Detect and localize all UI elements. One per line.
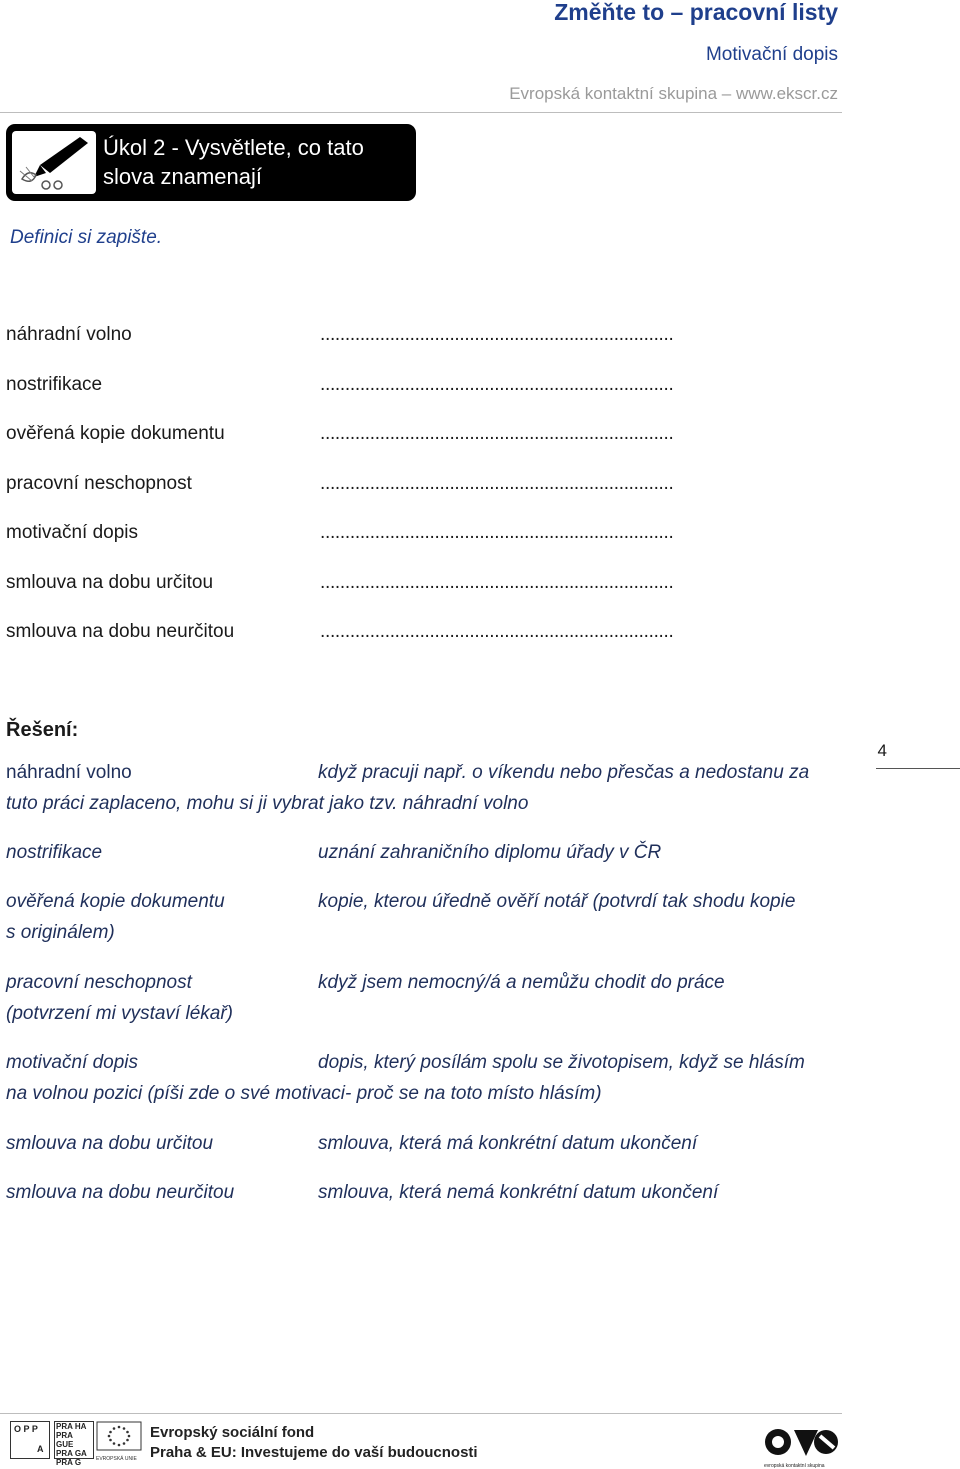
solution-term: náhradní volno [6,762,132,783]
solution-term: nostrifikace [6,842,103,863]
term-label: ověřená kopie dokumentu [6,423,225,444]
footer-slogan: Praha & EU: Investujeme do vaší budoucnosti [150,1444,478,1461]
footer-divider [0,1413,842,1414]
oppa-logo [10,1421,50,1459]
term-label: smlouva na dobu neurčitou [6,621,235,642]
solution-definition: když pracuji např. o víkendu nebo přesčas a nedostanu za [318,762,810,783]
solution-definition-cont: s originálem) [6,922,115,943]
organization-line: Evropská kontaktní skupina – www.ekscr.cz [509,84,838,103]
answer-blank: ....................................................................... [320,473,674,494]
solution-term: ověřená kopie dokumentu [6,891,225,912]
praha-logo-line: PRA G [56,1458,82,1467]
footer-fund-name: Evropský sociální fond [150,1424,315,1441]
pen-icon [12,131,96,194]
solution-definition: když jsem nemocný/á a nemůžu chodit do práce [318,972,725,993]
term-label: motivační dopis [6,522,139,543]
solution-term: motivační dopis [6,1052,139,1073]
term-label: nostrifikace [6,374,103,395]
praha-logo [54,1421,94,1467]
oppa-logo-line: O P P [14,1424,38,1434]
eks-logo-label: evropská kontaktní skupina [764,1463,825,1469]
eu-flag-logo [96,1421,142,1461]
page-number: 4 [877,741,887,760]
oppa-logo-line: A [37,1444,44,1454]
page-title: Změňte to – pracovní listy [554,0,838,25]
task-title: Úkol 2 - Vysvětlete, co tato slova znamenají [103,135,364,189]
answer-blank: ....................................................................... [320,423,674,444]
solution-definition-cont: (potvrzení mi vystaví lékař) [6,1003,233,1024]
praha-logo-line: PRA GUE [56,1431,74,1449]
answer-blank: ....................................................................... [320,621,674,642]
eks-logo [764,1422,840,1469]
answer-blank: ....................................................................... [320,374,674,395]
solution-definition: kopie, kterou úředně ověří notář (potvrdí tak shodu kopie [318,891,796,912]
solution-term: pracovní neschopnost [6,972,192,993]
solution-definition: smlouva, která má konkrétní datum ukončení [318,1133,698,1154]
answer-blank: ....................................................................... [320,572,674,593]
page-number-rule [876,768,960,769]
solution-term: smlouva na dobu neurčitou [6,1182,235,1203]
solution-definition: dopis, který posílám spolu se životopisem, když se hlásím [318,1052,805,1073]
solution-definition-cont: na volnou pozici (píši zde o své motivaci- proč se na toto místo hlásím) [6,1083,602,1104]
solution-definition: smlouva, která nemá konkrétní datum ukončení [318,1182,719,1203]
term-label: smlouva na dobu určitou [6,572,214,593]
term-label: pracovní neschopnost [6,473,192,494]
answer-blank: ....................................................................... [320,324,674,345]
solution-heading: Řešení: [6,719,79,741]
praha-logo-line: PRA GA [56,1449,87,1458]
instruction-text: Definici si zapište. [10,227,163,248]
solution-definition-cont: tuto práci zaplaceno, mohu si ji vybrat jako tzv. náhradní volno [6,793,529,814]
page-subtitle: Motivační dopis [705,44,838,65]
header-divider [0,112,842,113]
solution-definition: uznání zahraničního diplomu úřady v ČR [318,842,662,863]
answer-blank: ....................................................................... [320,522,674,543]
eu-flag-label: EVROPSKÁ UNIE [96,1456,137,1462]
praha-logo-line: PRA HA [56,1422,87,1431]
solution-term: smlouva na dobu určitou [6,1133,214,1154]
term-label: náhradní volno [6,324,132,345]
